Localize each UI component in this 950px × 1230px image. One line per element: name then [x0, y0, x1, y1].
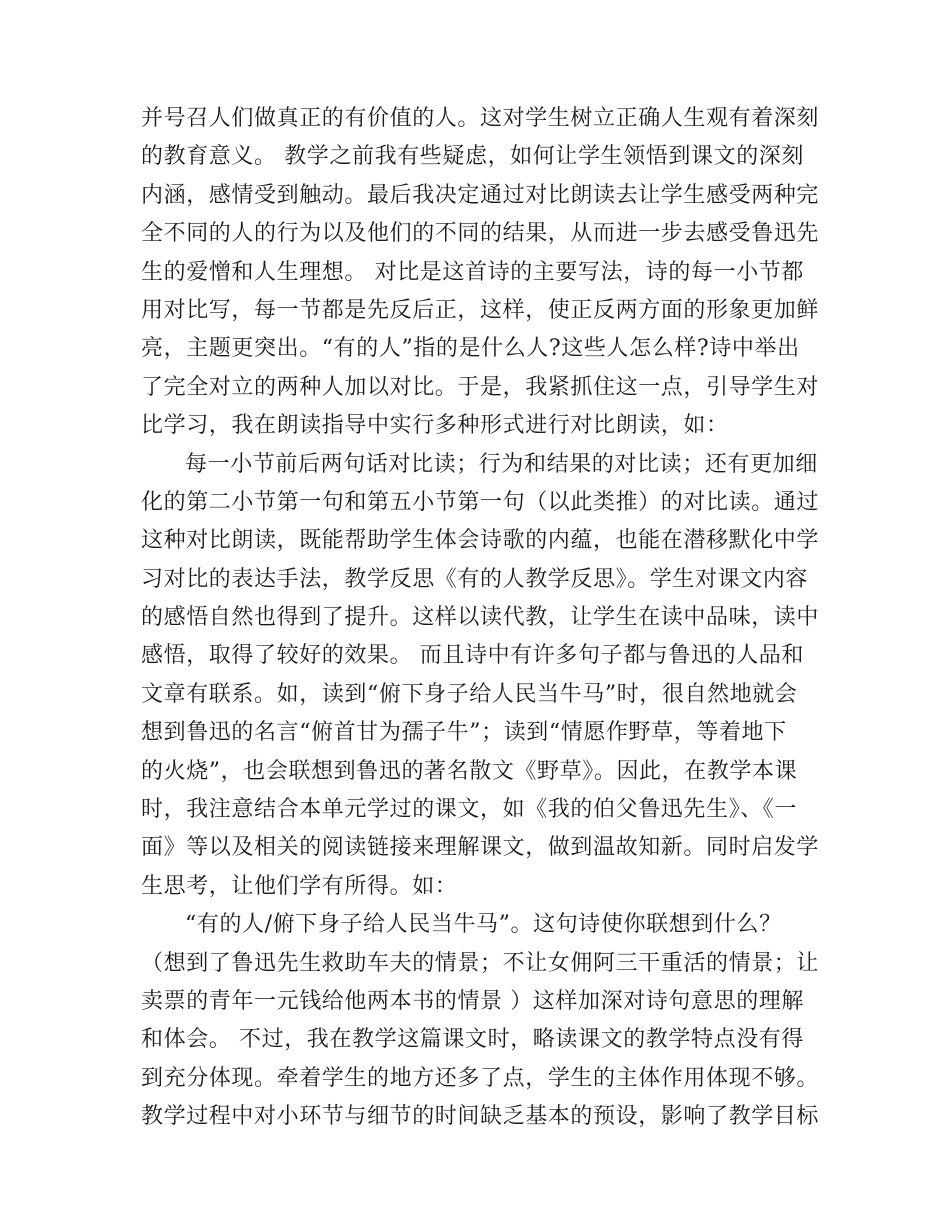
text-line: 的感悟自然也得到了提升。这样以读代教，让学生在读中品味，读中: [141, 605, 820, 631]
text-line: 比学习，我在朗读指导中实行多种形式进行对比朗读，如：: [141, 413, 729, 439]
text-line: 了完全对立的两种人加以对比。于是，我紧抓住这一点，引导学生对: [141, 374, 820, 400]
text-line: 习对比的表达手法，教学反思《有的人教学反思》。学生对课文内容: [141, 566, 809, 592]
text-line: 到充分体现。牵着学生的地方还多了点，学生的主体作用体现不够。: [141, 1065, 820, 1091]
paragraph-1: [141, 100, 820, 446]
text-line: 这种对比朗读，既能帮助学生体会诗歌的内蕴，也能在潜移默化中学: [141, 528, 820, 554]
text-line: 的教育意义。 教学之前我有些疑虑，如何让学生领悟到课文的深刻: [141, 144, 804, 170]
text-line: 化的第二小节第一句和第五小节第一句（以此类推）的对比读。通过: [141, 489, 820, 515]
text-line: 亮，主题更突出。“有的人”指的是什么人?这些人怎么样?诗中举出: [141, 336, 800, 362]
text-line: 教学过程中对小环节与细节的时间缺乏基本的预设，影响了教学目标: [141, 1104, 820, 1130]
text-line: 生思考，让他们学有所得。如：: [141, 873, 458, 899]
text-line: 感悟，取得了较好的效果。 而且诗中有许多句子都与鲁迅的人品和: [141, 643, 804, 669]
document-body: [141, 100, 820, 1137]
text-line: 用对比写，每一节都是先反后正，这样，使正反两方面的形象更加鲜: [141, 297, 820, 323]
text-line: （想到了鲁迅先生救助车夫的情景；不让女佣阿三干重活的情景；让: [141, 950, 820, 976]
text-line: 时，我注意结合本单元学过的课文，如《我的伯父鲁迅先生》、《一: [141, 797, 798, 823]
text-line: 并号召人们做真正的有价值的人。这对学生树立正确人生观有着深刻: [141, 106, 820, 131]
text-line: 生的爱憎和人生理想。 对比是这首诗的主要写法，诗的每一小节都: [141, 259, 804, 285]
text-line: 面》等以及相关的阅读链接来理解课文，做到温故知新。同时启发学: [141, 835, 820, 861]
text-line: 每一小节前后两句话对比读；行为和结果的对比读；还有更加细: [185, 451, 818, 477]
text-line: 文章有联系。如，读到“俯下身子给人民当牛马”时，很自然地就会: [141, 681, 798, 707]
text-line: 全不同的人的行为以及他们的不同的结果，从而进一步去感受鲁迅先: [141, 221, 820, 247]
text-line: 卖票的青年一元钱给他两本书的情景 ）这样加深对诗句意思的理解: [141, 988, 804, 1014]
paragraph-3: [141, 906, 820, 1136]
text-line: 的火烧”，也会联想到鲁迅的著名散文《野草》。因此，在教学本课: [141, 758, 798, 784]
paragraph-2: [141, 446, 820, 907]
text-line: “有的人/俯下身子给人民当牛马”。这句诗使你联想到什么？: [185, 912, 782, 938]
text-line: 和体会。 不过，我在教学这篇课文时，略读课文的教学特点没有得: [141, 1027, 804, 1053]
text-line: 想到鲁迅的名言“俯首甘为孺子牛”；读到“情愿作野草，等着地下: [141, 720, 787, 746]
text-line: 内涵，感情受到触动。最后我决定通过对比朗读去让学生感受两种完: [141, 182, 820, 208]
